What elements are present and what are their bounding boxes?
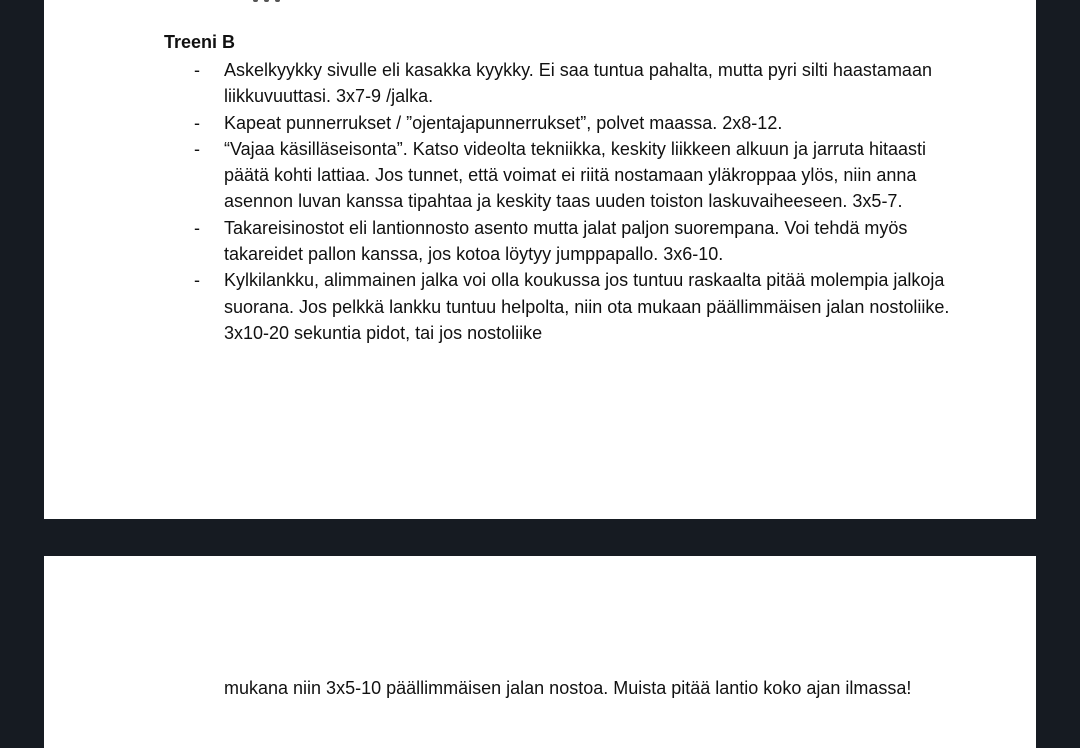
bullet-dash: - [194, 60, 200, 80]
list-item-text: Takareisinostot eli lantionnosto asento mutta jalat paljon suorempana. Voi tehdä myös takareidet pallon kanssa, jos kotoa löytyy jumppapallo. 3x6-10. [224, 217, 908, 265]
list-item-text: Askelkyykky sivulle eli kasakka kyykky. Ei saa tuntua pahalta, mutta pyri silti haastamaan liikkuvuuttasi. 3x7-9 /jalka. [224, 60, 932, 107]
bullet-dash: - [194, 112, 200, 133]
list-item-text: Kylkilankku, alimmainen jalka voi olla koukussa jos tuntuu raskaalta pitää molempia jalkoja suorana. Jos pelkkä lankku tuntuu helpolta, niin ota mukaan päällimmäisen jalan nostoliike. 3x10-20 sekuntia pidot, tai jos nostoliike [224, 270, 950, 343]
list-item-text: “Vajaa käsilläseisonta”. Katso videolta tekniikka, keskity liikkeen alkuun ja jarruta hitaasti päätä kohti lattiaa. Jos tunnet, että voimat ei riitä nostamaan yläkroppaa ylös, niin anna asennon luvan kanssa tipahtaa ja keskity taas uuden toiston laskuvaiheeseen. 3x5-7. [224, 138, 927, 212]
continued-text: mukana niin 3x5-10 päällimmäisen jalan nostoa. Muista pitää lantio koko ajan ilmassa! [224, 678, 912, 698]
bullet-dash: - [194, 217, 200, 238]
list-item [194, 215, 954, 268]
bullet-dash: - [194, 270, 200, 291]
document-page-2 [44, 556, 1036, 748]
bullet-dash: - [194, 138, 200, 159]
cut-off-text-fragment [253, 0, 280, 2]
exercise-list [194, 57, 954, 346]
list-item [194, 110, 954, 136]
list-item-text: Kapeat punnerrukset / ”ojentajapunnerrukset”, polvet maassa. 2x8-12. [224, 112, 783, 133]
section-title: Treeni B [164, 32, 236, 52]
list-item [194, 267, 954, 346]
list-item [194, 136, 954, 215]
document-page-1 [44, 0, 1036, 519]
list-item [194, 57, 954, 110]
